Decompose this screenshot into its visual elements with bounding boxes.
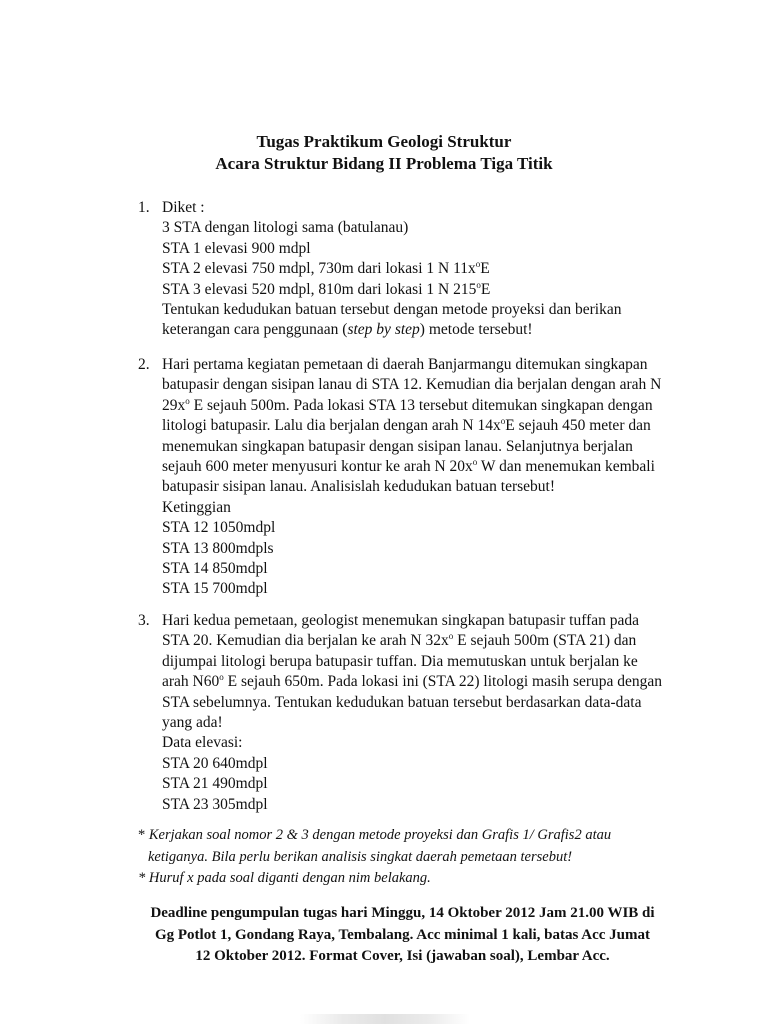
text-line: STA 12 1050mdpl — [162, 519, 276, 537]
text-line: batupasir sisipan lanau. Analisislah kedudukan batuan tersebut! — [162, 478, 556, 496]
title-line-2: Acara Struktur Bidang II Problema Tiga Titik — [215, 154, 553, 173]
text-line: STA 13 800mdpls — [162, 539, 274, 557]
text-line: STA 15 700mdpl — [162, 580, 268, 598]
text-line: STA 2 elevasi 750 mdpl, 730m dari lokasi 1 N $11x^oE$ — [162, 259, 490, 278]
text-line: STA 20 640mdpl — [162, 754, 268, 772]
note-1-continued: ketiganya. Bila perlu berikan analisis singkat daerah pemetaan tersebut! — [148, 848, 573, 865]
text-line: keterangan cara penggunaan (step by step) metode tersebut! — [162, 321, 533, 339]
text-line: STA 3 elevasi 520 mdpl, 810m dari lokasi 1 N 215$^o$E — [162, 279, 491, 298]
text-line: dijumpai litologi berupa batupasir tuffan. Dia memutuskan untuk berjalan ke — [162, 652, 638, 670]
text-line: Diket : — [162, 199, 205, 216]
deadline-line: Deadline pengumpulan tugas hari Minggu, 14 Oktober 2012 Jam 21.00 WIB di — [150, 905, 655, 921]
text-line: Hari pertama kegiatan pemetaan di daerah Banjarmangu ditemukan singkapan — [162, 356, 648, 373]
text-line: $29x^o$ E sejauh 500m. Pada lokasi STA 13 tersebut ditemukan singkapan dengan — [162, 395, 653, 414]
degree-mark: o — [500, 416, 506, 427]
text-line: STA 23 305mdpl — [162, 795, 268, 813]
text-line: menemukan singkapan batupasir dengan sisipan lanau. Selanjutnya berjalan — [162, 437, 633, 455]
text-line: 3 STA dengan litologi sama (batulanau) — [162, 219, 409, 237]
text-line: Ketinggian — [162, 498, 231, 516]
question-number: 2. — [138, 356, 150, 373]
text-line: batupasir dengan sisipan lanau di STA 12. Kemudian dia berjalan dengan arah N — [162, 376, 662, 394]
text-line: STA 14 850mdpl — [162, 560, 268, 578]
note-2: * Huruf x pada soal diganti dengan nim belakang. — [138, 870, 431, 886]
note-1: * Kerjakan soal nomor 2 & 3 dengan metode proyeksi dan Grafis 1/ Grafis2 atau — [138, 827, 612, 843]
degree-mark: o — [219, 672, 224, 683]
deadline — [140, 903, 665, 968]
degree-mark: o — [472, 457, 478, 468]
text-line: Hari kedua pemetaan, geologist menemukan singkapan batupasir tuffan pada — [162, 612, 640, 629]
title-line-1: Tugas Praktikum Geologi Struktur — [256, 132, 512, 151]
deadline-line: 12 Oktober 2012. Format Cover, Isi (jawaban soal), Lembar Acc. — [195, 948, 610, 964]
text-line: litologi batupasir. Lalu dia berjalan dengan arah N $14x^oE$ sejauh 450 meter dan — [162, 416, 651, 435]
degree-mark: o — [475, 259, 481, 270]
question-number: 1. — [138, 199, 150, 216]
degree-mark: o — [476, 279, 481, 290]
notes — [138, 825, 678, 890]
text-line: STA sebelumnya. Tentukan kedudukan batuan tersebut berdasarkan data-data — [162, 693, 642, 711]
question-body — [162, 355, 666, 600]
text-line: STA 1 elevasi 900 mdpl — [162, 239, 311, 257]
page-bottom-shadow — [300, 1014, 470, 1024]
emphasis-text: step by step — [347, 321, 420, 339]
text-line: Tentukan kedudukan batuan tersebut dengan metode proyeksi dan berikan — [162, 301, 622, 319]
degree-mark: o — [185, 395, 190, 406]
page-title — [0, 131, 768, 175]
text-line: STA 21 490mdpl — [162, 775, 268, 793]
text-line: Data elevasi: — [162, 734, 243, 752]
text-line: sejauh 600 meter menyusuri kontur ke arah N $20x^o$ W dan menemukan kembali — [162, 457, 655, 476]
question-body — [162, 198, 666, 341]
text-line: STA 20. Kemudian dia berjalan ke arah N $32x^o$ E sejauh 500m (STA 21) dan — [162, 631, 637, 650]
question-number: 3. — [138, 612, 150, 629]
text-line: arah N60$^o$ E sejauh 650m. Pada lokasi ini (STA 22) litologi masih serupa dengan — [162, 672, 663, 691]
deadline-line: Gg Potlot 1, Gondang Raya, Tembalang. Acc minimal 1 kali, batas Acc Jumat — [154, 926, 651, 943]
degree-mark: o — [448, 631, 454, 642]
text-line: yang ada! — [162, 714, 223, 732]
question-body — [162, 611, 666, 815]
